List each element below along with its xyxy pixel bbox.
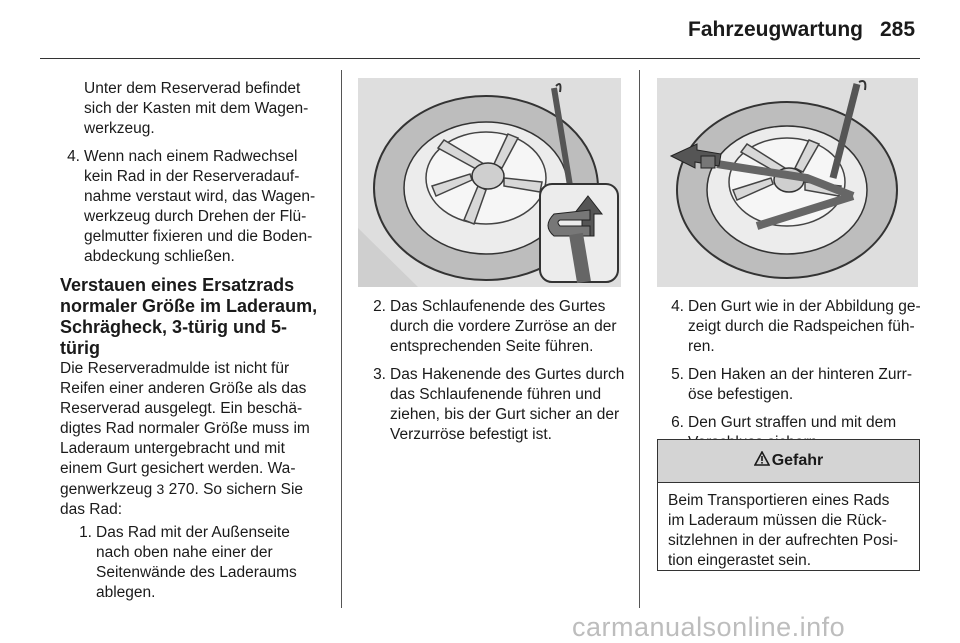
strap-routing-illustration (657, 78, 918, 287)
wheel-strap-routing-figure (657, 78, 918, 287)
column-2 (366, 297, 632, 453)
list-text: Den Gurt wie in der Abbildung gezeigt durch die Radspeichen führen. (688, 298, 921, 355)
watermark: carmanualsonline.info (572, 612, 846, 642)
list-number: 1. (79, 524, 92, 541)
warning-triangle-icon (754, 451, 770, 471)
list-text: Den Haken an der hinteren Zurröse befestigen. (688, 366, 913, 403)
page-number: 285 (880, 18, 916, 41)
column-3 (664, 297, 922, 461)
list-item-2 (366, 297, 632, 357)
list-item-4 (60, 147, 326, 267)
page-header-title: Fahrzeugwartung (688, 18, 864, 41)
list-number: 4. (671, 298, 684, 315)
list-text: Das Hakenende des Gurtes durch das Schlaufenende führen und ziehen, bis der Gurt sicher an der Verzurröse befestigt ist. (390, 366, 625, 443)
list-text: Das Schlaufenende des Gurtes durch die vordere Zurröse an der entsprechenden Seite führen. (390, 298, 617, 355)
list-item-4b (664, 297, 922, 357)
list-item-5 (664, 365, 922, 405)
list-text: Das Rad mit der Außenseite nach oben nahe einer der Seitenwände des Laderaums ablegen. (96, 524, 297, 601)
list-item-1 (72, 523, 326, 603)
danger-text: Beim Transportieren eines Rads im Laderaum müssen die Rücksitzlehnen in der aufrechten Position eingerastet sein. (668, 492, 899, 569)
list-number: 6. (671, 414, 684, 431)
section-paragraph (60, 359, 326, 520)
danger-warning-box (657, 439, 920, 571)
spare-wheel-strap-figure (358, 78, 621, 287)
column-1 (60, 79, 326, 611)
section-heading: Verstauen eines Ersatzrads normaler Größe im Laderaum, Schrägheck, 3-türig und 5-türig (60, 275, 318, 358)
list-number: 4. (67, 148, 80, 165)
list-text: Den Gurt straffen und mit dem (688, 414, 897, 431)
intro-paragraph: Unter dem Reserverad befindet sich der Kasten mit dem Wagenwerkzeug. (84, 80, 309, 137)
list-number: 5. (671, 366, 684, 383)
list-text: Wenn nach einem Radwechsel kein Rad in der Reserveradaufnahme verstaut wird, das Wagenwerkzeug durch Drehen der Flügelmutter fixieren und die Bodenabdeckung schließen. (84, 148, 316, 265)
list-number: 3. (373, 366, 386, 383)
list-item-3 (366, 365, 632, 445)
column-divider-2 (639, 70, 640, 608)
danger-title: Gefahr (771, 452, 824, 469)
paragraph-text-continued: 270. So sichern Sie das Rad: (60, 481, 304, 518)
danger-header (658, 440, 919, 483)
page-reference-icon[interactable]: 3 (156, 481, 165, 497)
header-divider (40, 58, 920, 59)
paragraph-text: Die Reserveradmulde ist nicht für Reifen einer anderen Größe als das Reserverad ausgelegt. Ein beschädigtes Rad normaler Größe muss im Laderaum untergebracht und mit einem Gurt gesichert werden. Wagenwerkzeug (60, 360, 310, 498)
spare-wheel-illustration (358, 78, 621, 287)
list-number: 2. (373, 298, 386, 315)
column-divider-1 (341, 70, 342, 608)
